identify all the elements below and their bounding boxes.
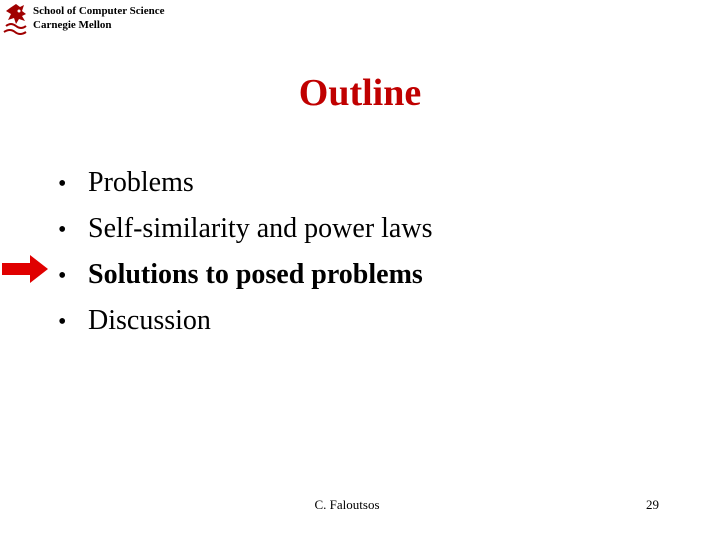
school-name: School of Computer Science: [33, 5, 165, 17]
footer-author-text: C. Faloutsos: [314, 497, 380, 512]
slide-title-text: Outline: [298, 72, 422, 114]
list-item: [58, 298, 432, 344]
bullet: •: [58, 309, 67, 335]
footer-author: [0, 497, 720, 513]
list-item-label: Discussion: [88, 305, 211, 336]
bullet: •: [58, 217, 67, 243]
right-arrow-icon: [0, 253, 52, 285]
bullet: •: [58, 171, 67, 197]
griffin-icon: [2, 2, 36, 40]
list-item-current: [58, 252, 432, 298]
page-number: 29: [646, 497, 659, 512]
bullet: •: [58, 263, 67, 289]
list-item-label: Problems: [88, 167, 194, 198]
list-item: [58, 206, 432, 252]
university-name: Carnegie Mellon: [33, 19, 112, 31]
list-item-label: Solutions to posed problems: [88, 259, 423, 290]
list-item-label: Self-similarity and power laws: [88, 213, 433, 244]
outline-list: [58, 160, 432, 344]
list-item: [58, 160, 432, 206]
slide-title: [0, 70, 720, 116]
institution-header: [33, 4, 164, 32]
